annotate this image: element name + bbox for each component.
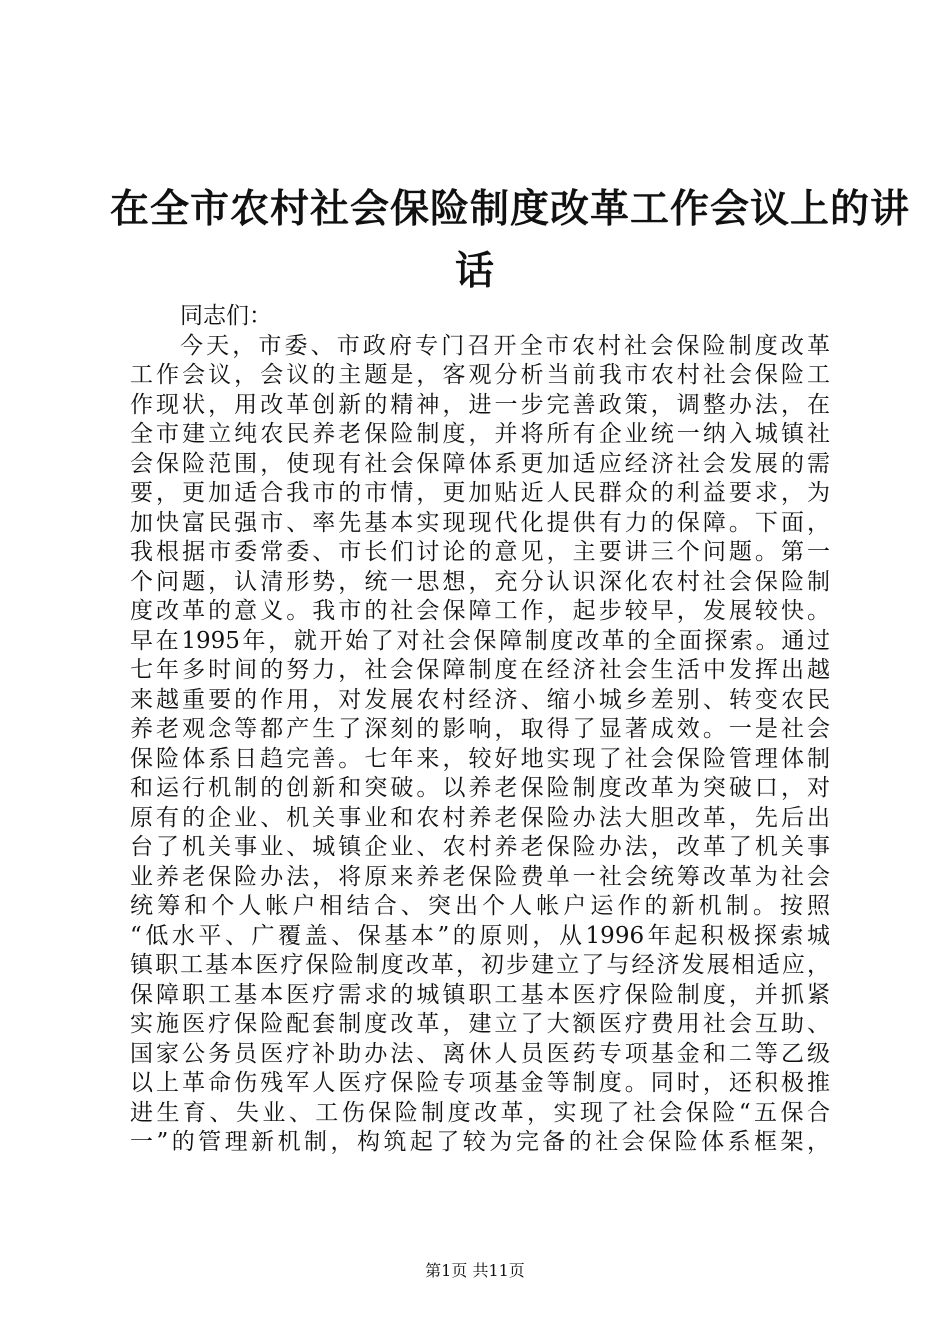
body-line: 业养老保险办法，将原来养老保险费单一社会统筹改革为社会 bbox=[130, 863, 830, 890]
body-line: 以上革命伤残军人医疗保险专项基金等制度。同时，还积极推 bbox=[130, 1070, 830, 1096]
body-line: 原有的企业、机关事业和农村养老保险办法大胆改革，先后出 bbox=[130, 804, 830, 831]
body-line: 保险体系日趋完善。七年来，较好地实现了社会保险管理体制 bbox=[130, 745, 830, 772]
body-line: 工作会议，会议的主题是，客观分析当前我市农村社会保险工 bbox=[130, 362, 830, 388]
greeting: 同志们： bbox=[180, 303, 272, 329]
body-line: 一”的管理新机制，构筑起了较为完备的社会保险体系框架， bbox=[130, 1129, 830, 1155]
body-line: 要，更加适合我市的市情，更加贴近人民群众的利益要求，为 bbox=[130, 480, 830, 506]
body-line: 个问题，认清形势，统一思想，充分认识深化农村社会保险制 bbox=[130, 568, 830, 595]
body-line: 全市建立纯农民养老保险制度，并将所有企业统一纳入城镇社 bbox=[130, 421, 830, 447]
body-line: 七年多时间的努力，社会保障制度在经济社会生活中发挥出越 bbox=[130, 657, 830, 683]
page-footer: 第1页 共11页 bbox=[425, 1261, 525, 1280]
body-line: 来越重要的作用，对发展农村经济、缩小城乡差别、转变农民 bbox=[130, 686, 830, 713]
body-line: 镇职工基本医疗保险制度改革，初步建立了与经济发展相适应， bbox=[130, 952, 830, 978]
body-line: 进生育、失业、工伤保险制度改革，实现了社会保险“五保合 bbox=[130, 1099, 830, 1126]
title-line: 话 bbox=[454, 248, 495, 294]
body-line: 国家公务员医疗补助办法、离休人员医药专项基金和二等乙级 bbox=[130, 1040, 830, 1067]
body-line: 度改革的意义。我市的社会保障工作，起步较早，发展较快。 bbox=[130, 598, 830, 624]
body-line: 今天，市委、市政府专门召开全市农村社会保险制度改革 bbox=[180, 332, 830, 359]
body-line: 早在1995年，就开始了对社会保障制度改革的全面探索。通过 bbox=[130, 627, 830, 654]
body-line: 加快富民强市、率先基本实现现代化提供有力的保障。下面， bbox=[130, 509, 830, 536]
body-line: 我根据市委常委、市长们讨论的意见，主要讲三个问题。第一 bbox=[130, 539, 830, 565]
document-title bbox=[110, 178, 911, 302]
body-line: 保障职工基本医疗需求的城镇职工基本医疗保险制度，并抓紧 bbox=[130, 981, 830, 1008]
body-line: 实施医疗保险配套制度改革，建立了大额医疗费用社会互助、 bbox=[130, 1011, 830, 1037]
body-line: 养老观念等都产生了深刻的影响，取得了显著成效。一是社会 bbox=[130, 716, 830, 742]
document-body bbox=[130, 302, 830, 1158]
body-line: 台了机关事业、城镇企业、农村养老保险办法，改革了机关事 bbox=[130, 834, 830, 860]
body-line: 统筹和个人帐户相结合、突出个人帐户运作的新机制。按照 bbox=[130, 893, 830, 919]
title-line: 在全市农村社会保险制度改革工作会议上的讲 bbox=[110, 186, 911, 232]
body-line: 会保险范围，使现有社会保障体系更加适应经济社会发展的需 bbox=[130, 450, 830, 477]
body-line: 和运行机制的创新和突破。以养老保险制度改革为突破口，对 bbox=[130, 775, 830, 801]
body-line: 作现状，用改革创新的精神，进一步完善政策，调整办法，在 bbox=[130, 391, 830, 418]
body-line: “低水平、广覆盖、保基本”的原则，从1996年起积极探索城 bbox=[130, 922, 830, 949]
